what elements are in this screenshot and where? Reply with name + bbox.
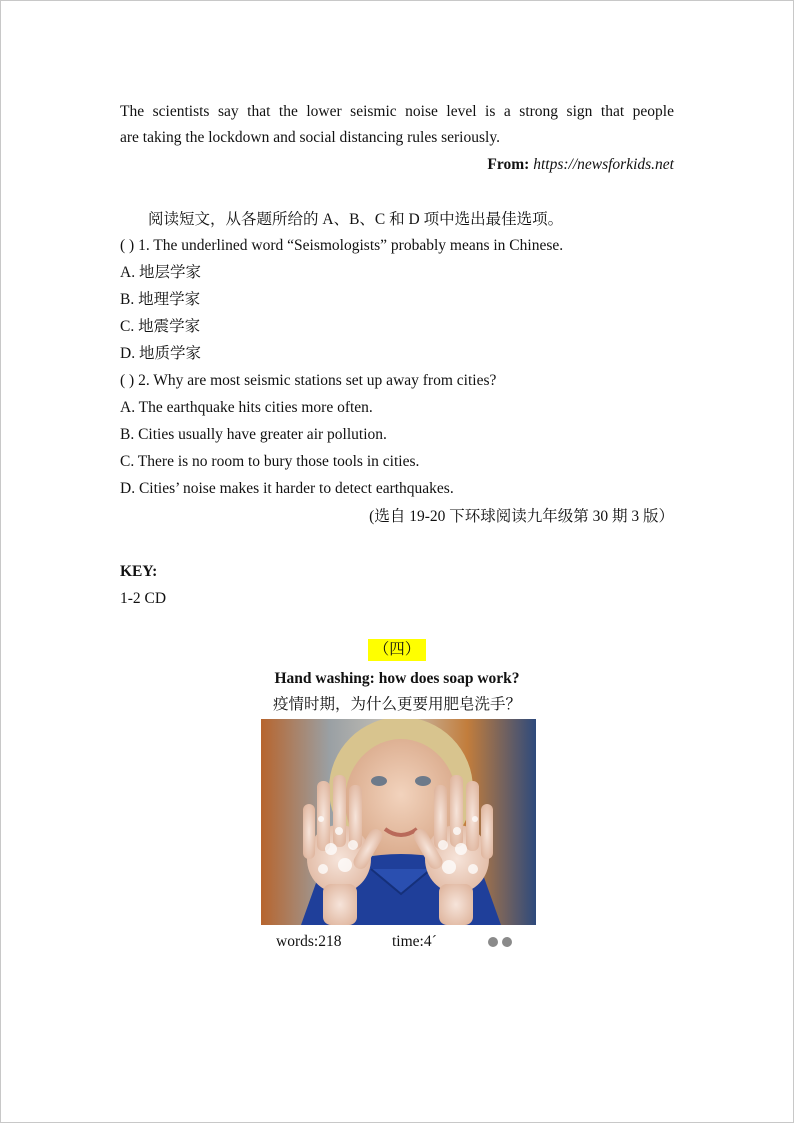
question-2-option-d: D. Cities’ noise makes it harder to detect earthquakes. — [120, 480, 454, 497]
child-hands-image — [261, 719, 536, 925]
hand-washing-photo — [261, 719, 536, 925]
source-url: https://newsforkids.net — [533, 156, 674, 173]
instructions: 阅读短文，从各题所给的 A、B、C 和 D 项中选出最佳选项。 — [148, 211, 564, 228]
section-number-wrapper — [0, 639, 794, 661]
reading-time: time:4´ — [392, 933, 437, 950]
rating-icons — [488, 932, 516, 952]
question-2-option-c: C. There is no room to bury those tools in cities. — [120, 453, 420, 470]
section-number-badge: （四） — [368, 639, 427, 661]
question-1-option-c: C. 地震学家 — [120, 318, 201, 335]
passage-line-2: are taking the lockdown and social distancing rules seriously. — [120, 129, 500, 146]
key-answers: 1-2 CD — [120, 590, 167, 607]
source-label: From: — [487, 156, 530, 173]
question-1-stem: ( ) 1. The underlined word “Seismologists” probably means in Chinese. — [120, 237, 564, 254]
question-1-option-a: A. 地层学家 — [120, 264, 201, 281]
question-2-option-a: A. The earthquake hits cities more often. — [120, 399, 373, 416]
smiley-icon — [488, 937, 498, 947]
key-label: KEY: — [120, 563, 158, 580]
citation: (选自 19-20 下环球阅读九年级第 30 期 3 版） — [369, 508, 674, 525]
question-2-stem: ( ) 2. Why are most seismic stations set up away from cities? — [120, 372, 497, 389]
section-title: Hand washing: how does soap work? — [274, 670, 520, 687]
passage-line-1: The scientists say that the lower seismic noise level is a strong sign that people — [120, 103, 674, 120]
question-2-option-b: B. Cities usually have greater air pollution. — [120, 426, 387, 443]
question-1-option-d: D. 地质学家 — [120, 345, 201, 362]
smiley-icon — [502, 937, 512, 947]
source-line — [487, 155, 674, 175]
section-subtitle: 疫情时期，为什么更要用肥皂洗手？ — [272, 696, 521, 713]
word-count: words:218 — [276, 933, 342, 950]
question-1-option-b: B. 地理学家 — [120, 291, 201, 308]
